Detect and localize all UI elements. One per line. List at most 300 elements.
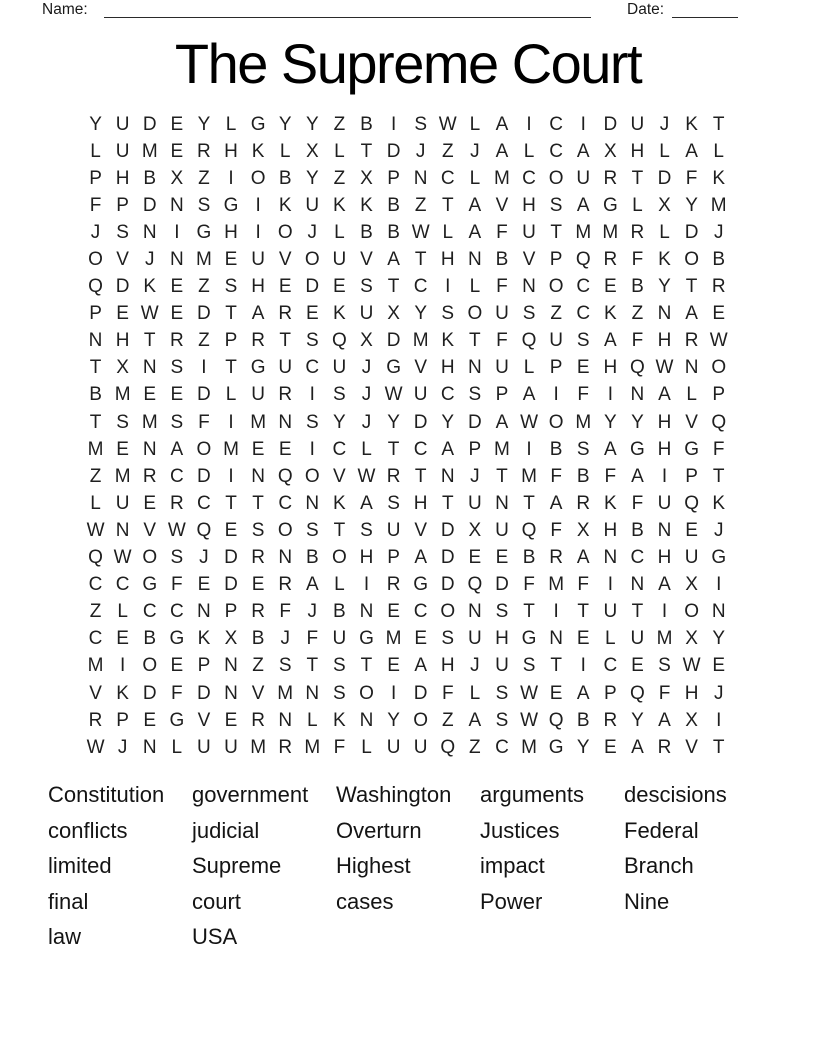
grid-letter: Y — [631, 411, 644, 433]
grid-letter: I — [526, 438, 532, 460]
grid-letter: A — [576, 140, 590, 162]
grid-letter: D — [440, 574, 455, 596]
grid-letter: J — [415, 140, 426, 162]
grid-letter: K — [603, 492, 617, 514]
grid-letter: L — [469, 113, 481, 135]
grid-letter: Z — [469, 736, 481, 758]
grid-letter: M — [277, 682, 294, 704]
grid-letter: W — [384, 384, 403, 406]
grid-row — [82, 626, 732, 653]
grid-letter: U — [224, 736, 238, 758]
date-blank-line — [672, 0, 738, 18]
grid-letter: H — [657, 330, 672, 352]
grid-letter: S — [576, 438, 590, 460]
grid-letter: L — [469, 682, 481, 704]
grid-letter: Z — [550, 303, 562, 325]
grid-letter: J — [307, 221, 318, 243]
grid-letter: F — [279, 601, 291, 623]
grid-letter: O — [142, 547, 158, 569]
grid-letter: U — [495, 519, 509, 541]
grid-letter: F — [496, 276, 508, 298]
grid-letter: O — [548, 167, 564, 189]
grid-letter: Q — [277, 465, 293, 487]
grid-letter: G — [169, 628, 185, 650]
grid-row — [82, 734, 732, 761]
word-item: Branch — [624, 853, 694, 879]
grid-letter: G — [413, 574, 429, 596]
grid-letter: P — [549, 249, 563, 271]
grid-letter: M — [385, 628, 402, 650]
grid-letter: M — [521, 736, 537, 758]
grid-letter: L — [361, 438, 372, 460]
letter-grid — [82, 111, 732, 761]
grid-letter: E — [170, 140, 184, 162]
grid-letter: V — [333, 465, 346, 487]
grid-letter: E — [712, 655, 726, 677]
grid-letter: Y — [441, 411, 455, 433]
word-item: USA — [192, 924, 238, 950]
grid-letter: V — [414, 357, 428, 379]
grid-letter: D — [197, 384, 211, 406]
grid-letter: P — [224, 330, 238, 352]
grid-letter: B — [360, 221, 373, 243]
grid-letter: E — [305, 303, 319, 325]
grid-letter: T — [712, 736, 725, 758]
grid-letter: U — [413, 736, 428, 758]
grid-letter: R — [576, 492, 591, 514]
grid-letter: L — [523, 357, 535, 379]
grid-letter: M — [575, 411, 592, 433]
grid-letter: F — [631, 249, 644, 271]
grid-letter: P — [116, 194, 129, 216]
grid-letter: N — [88, 330, 103, 352]
grid-letter: R — [251, 547, 265, 569]
grid-letter: N — [657, 519, 672, 541]
grid-letter: E — [170, 303, 184, 325]
grid-letter: K — [658, 249, 671, 271]
grid-letter: J — [117, 736, 128, 758]
grid-letter: V — [685, 411, 698, 433]
grid-letter: M — [250, 411, 267, 433]
word-item: court — [192, 888, 241, 914]
grid-letter: X — [658, 194, 671, 216]
grid-letter: B — [305, 547, 319, 569]
grid-letter: S — [333, 655, 346, 677]
grid-letter: T — [143, 330, 156, 352]
grid-letter: Z — [198, 276, 210, 298]
grid-letter: G — [223, 194, 239, 216]
grid-letter: N — [467, 601, 482, 623]
grid-letter: C — [88, 628, 103, 650]
grid-letter: T — [89, 411, 102, 433]
grid-row — [82, 572, 732, 599]
grid-letter: F — [523, 574, 535, 596]
grid-letter: L — [279, 140, 291, 162]
grid-letter: J — [307, 601, 318, 623]
grid-letter: P — [712, 384, 726, 406]
grid-letter: N — [549, 628, 563, 650]
grid-letter: R — [711, 276, 726, 298]
grid-letter: S — [224, 276, 238, 298]
grid-letter: E — [170, 276, 184, 298]
grid-letter: H — [495, 628, 509, 650]
grid-letter: E — [116, 438, 129, 460]
grid-letter: T — [550, 655, 562, 677]
grid-letter: Y — [197, 113, 211, 135]
grid-letter: R — [169, 492, 184, 514]
grid-letter: S — [170, 357, 184, 379]
grid-letter: A — [170, 438, 184, 460]
grid-letter: A — [631, 736, 644, 758]
grid-letter: Z — [198, 167, 210, 189]
grid-letter: H — [630, 140, 645, 162]
grid-letter: A — [414, 547, 428, 569]
grid-letter: T — [712, 113, 725, 135]
grid-letter: I — [553, 384, 559, 406]
grid-letter: R — [251, 330, 265, 352]
grid-letter: I — [716, 709, 722, 731]
grid-letter: E — [278, 276, 292, 298]
grid-letter: P — [197, 655, 211, 677]
grid-letter: P — [224, 601, 238, 623]
grid-letter: D — [224, 547, 238, 569]
grid-letter: A — [387, 249, 400, 271]
grid-letter: V — [143, 519, 157, 541]
grid-letter: S — [522, 303, 536, 325]
grid-letter: G — [684, 438, 699, 460]
grid-letter: G — [196, 221, 212, 243]
grid-letter: O — [440, 601, 456, 623]
grid-letter: M — [141, 140, 158, 162]
grid-letter: X — [360, 167, 373, 189]
grid-letter: L — [225, 113, 237, 135]
grid-letter: E — [387, 655, 400, 677]
grid-letter: C — [576, 303, 591, 325]
grid-letter: C — [197, 492, 211, 514]
grid-letter: A — [658, 574, 671, 596]
grid-letter: N — [115, 519, 130, 541]
grid-letter: X — [603, 140, 617, 162]
grid-row — [82, 490, 732, 517]
grid-letter: Q — [684, 492, 699, 514]
grid-letter: T — [496, 465, 508, 487]
grid-letter: G — [250, 113, 266, 135]
grid-letter: B — [576, 465, 590, 487]
grid-letter: N — [305, 682, 320, 704]
grid-letter: B — [251, 628, 265, 650]
grid-letter: B — [143, 628, 157, 650]
grid-letter: T — [712, 465, 725, 487]
grid-letter: Y — [278, 113, 292, 135]
grid-letter: E — [468, 547, 482, 569]
grid-row — [82, 382, 732, 409]
grid-letter: I — [661, 601, 668, 623]
grid-letter: X — [576, 519, 590, 541]
grid-letter: K — [333, 303, 346, 325]
grid-letter: L — [659, 221, 670, 243]
grid-letter: S — [441, 303, 455, 325]
word-item: final — [48, 888, 89, 914]
grid-letter: F — [89, 194, 102, 216]
grid-letter: Q — [630, 357, 645, 379]
grid-letter: F — [496, 330, 508, 352]
grid-letter: I — [553, 601, 559, 623]
grid-letter: R — [603, 167, 618, 189]
grid-letter: N — [278, 411, 293, 433]
grid-letter: Q — [711, 411, 727, 433]
grid-letter: C — [332, 438, 347, 460]
grid-letter: H — [657, 438, 672, 460]
grid-letter: S — [468, 384, 482, 406]
grid-letter: W — [438, 113, 457, 135]
word-item: Supreme — [192, 853, 282, 879]
grid-letter: L — [469, 276, 481, 298]
grid-letter: A — [495, 113, 509, 135]
grid-letter: K — [712, 167, 726, 189]
grid-letter: A — [468, 709, 482, 731]
grid-letter: U — [305, 194, 320, 216]
grid-letter: C — [549, 113, 563, 135]
grid-letter: X — [468, 519, 482, 541]
grid-letter: T — [441, 492, 454, 514]
grid-letter: U — [495, 303, 509, 325]
grid-letter: B — [631, 276, 644, 298]
word-item: government — [192, 782, 309, 807]
grid-letter: T — [225, 492, 237, 514]
word-item: judicial — [192, 817, 260, 843]
grid-letter: F — [171, 682, 183, 704]
grid-letter: R — [251, 709, 265, 731]
word-item: Federal — [624, 817, 699, 843]
grid-row — [82, 111, 732, 138]
grid-letter: Z — [333, 113, 346, 135]
grid-letter: B — [387, 221, 400, 243]
word-item: limited — [48, 853, 112, 879]
grid-letter: Y — [89, 113, 102, 135]
grid-letter: U — [576, 167, 591, 189]
grid-letter: Y — [305, 167, 319, 189]
grid-letter: U — [251, 384, 265, 406]
grid-letter: M — [602, 221, 619, 243]
grid-row — [82, 409, 732, 436]
grid-letter: U — [413, 384, 428, 406]
grid-letter: J — [361, 357, 372, 379]
grid-letter: S — [197, 194, 211, 216]
grid-letter: B — [576, 709, 590, 731]
grid-letter: Z — [441, 140, 454, 162]
grid-letter: S — [522, 655, 536, 677]
grid-letter: R — [88, 709, 103, 731]
grid-letter: O — [277, 221, 293, 243]
grid-letter: S — [170, 547, 184, 569]
grid-letter: C — [88, 574, 103, 596]
grid-letter: I — [228, 465, 234, 487]
grid-letter: U — [467, 492, 482, 514]
grid-letter: A — [631, 465, 644, 487]
grid-letter: U — [630, 628, 645, 650]
grid-letter: F — [550, 465, 562, 487]
grid-letter: A — [576, 682, 590, 704]
grid-letter: U — [115, 492, 130, 514]
grid-letter: D — [440, 547, 455, 569]
grid-letter: Y — [685, 194, 698, 216]
word-item: Power — [480, 888, 543, 914]
grid-letter: C — [413, 438, 428, 460]
grid-letter: E — [143, 709, 157, 731]
grid-letter: V — [414, 519, 428, 541]
grid-letter: D — [657, 167, 672, 189]
grid-letter: E — [603, 276, 617, 298]
grid-letter: S — [116, 221, 129, 243]
grid-letter: B — [89, 384, 102, 406]
grid-letter: Z — [89, 465, 102, 487]
grid-letter: F — [658, 682, 671, 704]
grid-letter: W — [520, 709, 539, 731]
grid-letter: B — [143, 167, 157, 189]
grid-letter: R — [603, 709, 618, 731]
grid-letter: O — [304, 249, 320, 271]
grid-letter: Q — [521, 519, 537, 541]
grid-letter: D — [386, 330, 401, 352]
grid-letter: T — [387, 276, 400, 298]
grid-letter: M — [114, 465, 131, 487]
grid-letter: O — [332, 547, 347, 569]
grid-letter: Q — [630, 682, 645, 704]
grid-letter: S — [658, 655, 671, 677]
grid-letter: N — [630, 574, 645, 596]
word-item: conflicts — [48, 817, 128, 843]
grid-letter: G — [521, 628, 537, 650]
grid-letter: F — [577, 574, 590, 596]
grid-letter: S — [495, 709, 509, 731]
grid-letter: A — [549, 492, 563, 514]
grid-letter: K — [441, 330, 455, 352]
grid-letter: K — [712, 492, 726, 514]
grid-letter: V — [360, 249, 373, 271]
grid-letter: L — [686, 384, 697, 406]
grid-letter: I — [580, 655, 586, 677]
grid-letter: E — [143, 492, 157, 514]
word-list-column — [480, 777, 624, 955]
word-item: law — [48, 924, 82, 950]
grid-letter: D — [142, 194, 157, 216]
grid-letter: P — [495, 384, 509, 406]
grid-letter: D — [115, 276, 130, 298]
grid-letter: L — [442, 221, 454, 243]
grid-letter: F — [631, 492, 644, 514]
grid-letter: J — [361, 411, 372, 433]
grid-letter: E — [387, 601, 400, 623]
grid-row — [82, 653, 732, 680]
grid-letter: Y — [414, 303, 428, 325]
grid-letter: T — [89, 357, 102, 379]
grid-letter: T — [360, 140, 373, 162]
name-blank-line — [104, 0, 591, 18]
grid-letter: Y — [603, 411, 617, 433]
grid-letter: R — [630, 221, 645, 243]
grid-letter: C — [169, 601, 184, 623]
grid-letter: W — [167, 519, 186, 541]
grid-letter: E — [224, 709, 238, 731]
grid-letter: H — [440, 357, 455, 379]
grid-letter: H — [603, 519, 618, 541]
grid-letter: R — [603, 249, 618, 271]
grid-letter: N — [224, 682, 238, 704]
grid-letter: G — [386, 357, 401, 379]
grid-letter: B — [495, 249, 509, 271]
grid-letter: E — [170, 113, 184, 135]
grid-letter: H — [440, 249, 455, 271]
word-item: Overturn — [336, 817, 422, 843]
grid-letter: J — [470, 140, 480, 162]
grid-letter: A — [576, 194, 590, 216]
grid-letter: J — [659, 113, 670, 135]
grid-letter: C — [576, 276, 591, 298]
grid-letter: H — [440, 655, 455, 677]
grid-letter: J — [280, 628, 290, 650]
grid-letter: I — [309, 384, 315, 406]
grid-letter: E — [251, 438, 265, 460]
grid-letter: T — [577, 601, 590, 623]
word-list-column — [624, 777, 768, 955]
grid-letter: C — [440, 167, 455, 189]
grid-letter: M — [575, 221, 592, 243]
grid-letter: S — [305, 411, 319, 433]
grid-letter: V — [251, 682, 265, 704]
grid-letter: B — [333, 601, 346, 623]
grid-letter: T — [360, 655, 373, 677]
grid-letter: O — [304, 465, 320, 487]
grid-letter: E — [576, 628, 590, 650]
grid-letter: T — [414, 465, 427, 487]
grid-letter: O — [684, 601, 699, 623]
word-list-column — [48, 777, 192, 955]
grid-letter: F — [171, 574, 183, 596]
grid-letter: M — [548, 574, 565, 596]
grid-row — [82, 301, 732, 328]
grid-letter: O — [142, 655, 158, 677]
grid-letter: F — [685, 167, 698, 189]
grid-letter: J — [713, 221, 724, 243]
grid-letter: N — [224, 655, 238, 677]
grid-letter: W — [682, 655, 701, 677]
grid-letter: L — [117, 601, 128, 623]
grid-letter: M — [87, 655, 104, 677]
grid-letter: U — [278, 357, 293, 379]
grid-row — [82, 545, 732, 572]
grid-letter: E — [197, 574, 211, 596]
grid-letter: N — [711, 601, 726, 623]
grid-letter: W — [86, 519, 105, 541]
grid-letter: C — [142, 601, 157, 623]
grid-letter: A — [603, 438, 617, 460]
grid-letter: F — [712, 438, 725, 460]
grid-letter: N — [142, 736, 157, 758]
grid-letter: M — [521, 465, 537, 487]
grid-row — [82, 355, 732, 382]
grid-row — [82, 707, 732, 734]
grid-letter: D — [224, 574, 238, 596]
grid-letter: C — [440, 384, 455, 406]
grid-letter: R — [386, 574, 401, 596]
grid-letter: T — [631, 601, 644, 623]
grid-letter: N — [657, 303, 672, 325]
grid-letter: P — [549, 357, 563, 379]
grid-letter: X — [387, 303, 400, 325]
grid-letter: W — [520, 411, 539, 433]
grid-letter: S — [495, 682, 509, 704]
grid-letter: M — [656, 628, 673, 650]
